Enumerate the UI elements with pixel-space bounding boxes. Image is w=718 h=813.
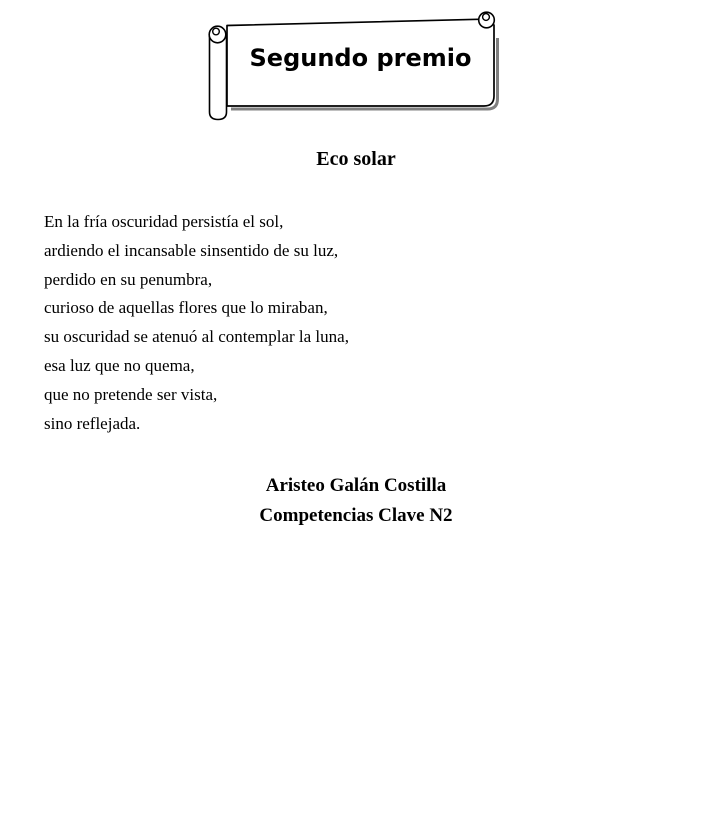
poem-body (44, 208, 604, 438)
author-name: Aristeo Galán Costilla (265, 475, 447, 496)
award-banner (203, 8, 503, 130)
scroll-left-roll (210, 35, 227, 120)
author-block (0, 471, 712, 532)
poem-line: curioso de aquellas flores que lo miraban, (44, 298, 328, 318)
poem-line: perdido en su penumbra, (44, 269, 213, 289)
author-group: Competencias Clave N2 (259, 505, 453, 527)
poem-line: su oscuridad se atenuó al contemplar la luna, (44, 327, 349, 347)
banner-title: Segundo premio (249, 44, 472, 72)
scroll-curl-inner (483, 14, 490, 21)
scroll-roll-end-inner (213, 28, 220, 35)
poem-line: ardiendo el incansable sinsentido de su luz, (44, 240, 339, 260)
poem-title: Eco solar (316, 148, 396, 170)
poem-line: sino reflejada. (44, 413, 141, 433)
poem-line: que no pretende ser vista, (44, 384, 218, 404)
poem-line: esa luz que no quema, (44, 355, 195, 375)
poem-line: En la fría oscuridad persistía el sol, (44, 212, 284, 231)
